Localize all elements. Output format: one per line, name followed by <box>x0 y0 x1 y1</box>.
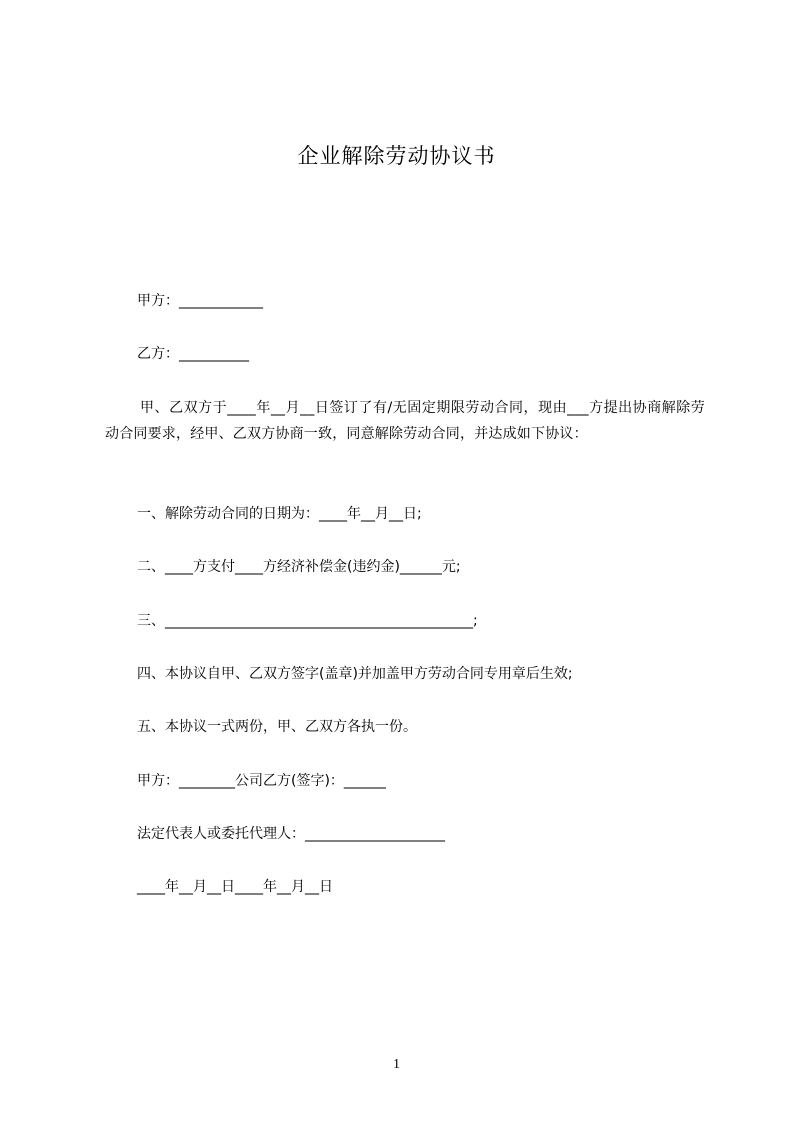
representative-line: 法定代表人或委托代理人：____________________ <box>137 826 445 842</box>
party-a-line: 甲方：____________ <box>137 293 263 309</box>
date-line: ____年__月__日____年__月__日 <box>137 879 333 895</box>
document-title: 企业解除劳动协议书 <box>297 144 496 168</box>
signature-line: 甲方：________公司乙方(签字)：______ <box>137 773 386 789</box>
intro-paragraph: 甲、乙双方于____年__月__日签订了有/无固定期限劳动合同，现由___方提出协商解除劳动合同要求，经甲、乙双方协商一致，同意解除劳动合同，并达成如下协议： <box>105 400 705 442</box>
clause-4: 四、本协议自甲、乙双方签字(盖章)并加盖甲方劳动合同专用章后生效; <box>137 666 573 682</box>
page-number: 1 <box>393 1057 400 1072</box>
party-b-line: 乙方：__________ <box>137 346 249 362</box>
clause-2: 二、____方支付____方经济补偿金(违约金)______元; <box>137 559 461 575</box>
clause-1: 一、解除劳动合同的日期为：____年__月__日; <box>137 506 422 522</box>
clause-5: 五、本协议一式两份，甲、乙双方各执一份。 <box>137 719 417 735</box>
clause-3: 三、____________________________________________; <box>137 613 478 629</box>
